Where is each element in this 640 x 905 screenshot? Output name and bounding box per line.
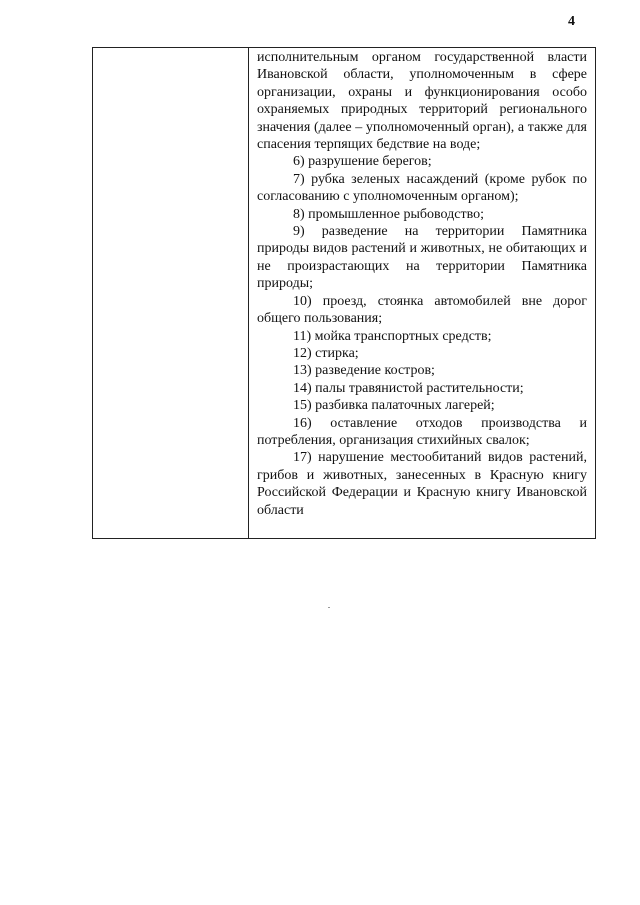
table-cell-right xyxy=(249,48,596,539)
list-item: 12) стирка; xyxy=(293,345,359,361)
list-item: 16) оставление отходов производства и потребления, организация стихийных свалок; xyxy=(257,415,587,448)
document-table xyxy=(92,47,596,539)
list-item: 17) нарушение местообитаний видов растений, грибов и животных, занесенных в Красную книгу Российской Федерации и Красную книгу Ивановской области xyxy=(257,450,587,518)
table-row xyxy=(93,48,596,539)
list-item: 15) разбивка палаточных лагерей; xyxy=(293,398,495,414)
page-number: 4 xyxy=(568,14,575,29)
list-item: 13) разведение костров; xyxy=(293,363,435,379)
list-item: 11) мойка транспортных средств; xyxy=(293,328,492,344)
list-item: 7) рубка зеленых насаждений (кроме рубок по согласованию с уполномоченным органом); xyxy=(257,171,587,205)
list-item: 10) проезд, стоянка автомобилей вне дорог общего пользования; xyxy=(257,293,587,327)
table-cell-left xyxy=(93,48,249,539)
list-item: 6) разрушение берегов; xyxy=(293,154,432,170)
list-item: 9) разведение на территории Памятника природы видов растений и животных, не обитающих и не произрастающих на территории Памятника природы; xyxy=(257,224,587,292)
scan-artifact xyxy=(328,607,330,608)
list-item: 14) палы травянистой растительности; xyxy=(293,380,524,396)
list-item: 8) промышленное рыбоводство; xyxy=(293,206,485,222)
paragraph-continuation: исполнительным органом государственной власти Ивановской области, уполномоченным в сфере организации, охраны и функционирования особо охраняемых природных территорий регионального значения (далее – уполномоченный орган), а также для спасения терпящих бедствие на воде; xyxy=(257,50,587,153)
